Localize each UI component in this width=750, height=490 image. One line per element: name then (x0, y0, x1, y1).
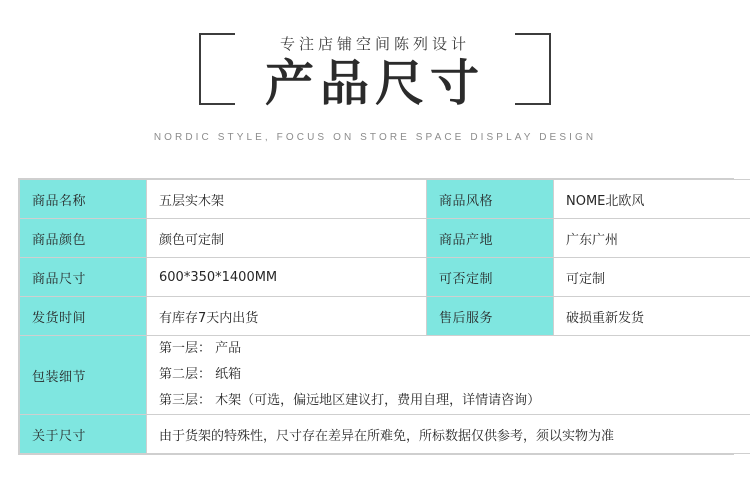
cell-value-product-style: NOME北欧风 (554, 180, 750, 219)
bracket-right-decoration (515, 33, 551, 105)
cell-label-about-size: 关于尺寸 (20, 415, 147, 454)
page-title: 产品尺寸 (264, 54, 485, 112)
spec-table-wrapper (18, 178, 734, 455)
table-row (20, 180, 750, 219)
cell-label-after-sales: 售后服务 (427, 297, 554, 336)
cell-value-product-size: 600*350*1400MM (147, 258, 427, 297)
cell-label-product-color: 商品颜色 (20, 219, 147, 258)
cell-label-product-origin: 商品产地 (427, 219, 554, 258)
cell-value-after-sales: 破损重新发货 (554, 297, 750, 336)
cell-value-customizable: 可定制 (554, 258, 750, 297)
cell-label-shipping-time: 发货时间 (20, 297, 147, 336)
bracket-left-decoration (199, 33, 235, 105)
title-block (205, 27, 545, 115)
spec-table (19, 179, 750, 454)
cell-label-customizable: 可否定制 (427, 258, 554, 297)
table-row (20, 258, 750, 297)
page-header (0, 0, 750, 170)
header-subtitle-en: NORDIC STYLE, FOCUS ON STORE SPACE DISPLAY DESIGN (153, 132, 597, 144)
table-row-about-size (20, 415, 750, 454)
cell-value-product-color: 颜色可定制 (147, 219, 427, 258)
cell-value-product-origin: 广东广州 (554, 219, 750, 258)
table-row (20, 297, 750, 336)
packaging-line-1: 第一层： 产品 (159, 341, 242, 356)
cell-value-shipping-time: 有库存7天内出货 (147, 297, 427, 336)
cell-label-packaging: 包装细节 (20, 336, 147, 415)
table-row (20, 219, 750, 258)
packaging-line-2: 第二层： 纸箱 (159, 367, 242, 382)
cell-label-product-size: 商品尺寸 (20, 258, 147, 297)
cell-label-product-style: 商品风格 (427, 180, 554, 219)
header-subtitle-cn: 专注店铺空间陈列设计 (279, 34, 470, 53)
cell-value-product-name: 五层实木架 (147, 180, 427, 219)
cell-value-packaging (147, 336, 750, 415)
table-row-packaging (20, 336, 750, 415)
packaging-line-3: 第三层： 木架（可选，偏远地区建议打，费用自理，详情请咨询） (159, 393, 541, 408)
cell-label-product-name: 商品名称 (20, 180, 147, 219)
cell-value-about-size: 由于货架的特殊性，尺寸存在差异在所难免，所标数据仅供参考，须以实物为准 (147, 415, 750, 454)
